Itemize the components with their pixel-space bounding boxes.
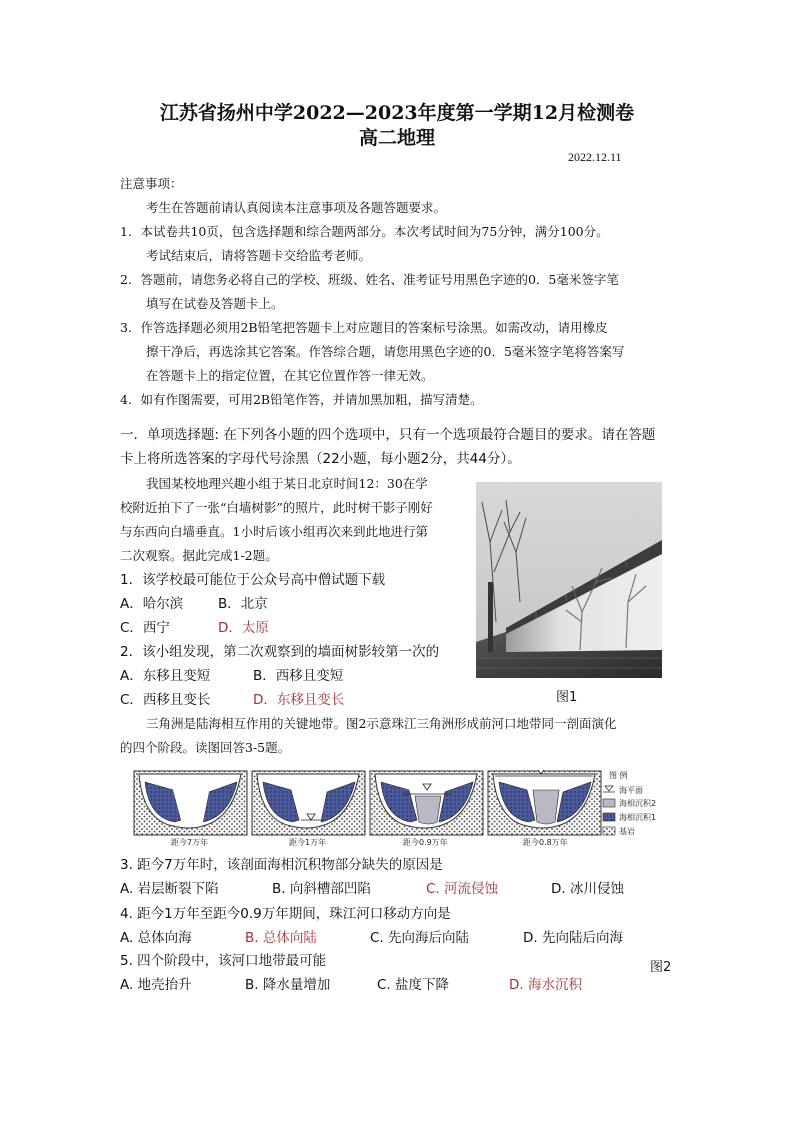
section-heading-line1: 一．单项选择题: 在下列各小题的四个选项中，只有一个选项最符合题目的要求。请在答题 bbox=[120, 427, 656, 443]
section-heading-line2: 卡上将所选答案的字母代号涂黑（22小题，每小题2分，共44分）。 bbox=[120, 451, 521, 467]
notice-item-3-cont2: 在答题卡上的指定位置，在其它位置作答一律无效。 bbox=[146, 368, 434, 383]
notice-item-3: 3．作答选择题必须用2B铅笔把答题卡上对应题目的答案标号涂黑。如需改动，请用橡皮 bbox=[120, 320, 608, 335]
notice-intro: 考生在答题前请认真阅读本注意事项及各题答题要求。 bbox=[146, 200, 447, 215]
legend-bedrock: 基岩 bbox=[619, 827, 635, 836]
exam-date: 2022.12.11 bbox=[568, 150, 622, 164]
panel-2 bbox=[252, 771, 365, 835]
context-2-line2: 的四个阶段。读图回答3-5题。 bbox=[120, 740, 291, 755]
q3-option-d: D. 冰川侵蚀 bbox=[551, 881, 624, 897]
figure-2-diagram bbox=[133, 770, 673, 852]
q3-option-c: C. 河流侵蚀 bbox=[426, 881, 499, 897]
exam-subtitle: 高二地理 bbox=[358, 127, 435, 149]
notice-item-1-cont: 考试结束后，请将答题卡交给监考老师。 bbox=[146, 248, 372, 263]
panel-4 bbox=[488, 770, 601, 835]
notice-item-4: 4．如有作图需要，可用2B铅笔作答，并请加黑加粗，描写清楚。 bbox=[120, 392, 483, 407]
figure-2-caption: 图2 bbox=[650, 960, 672, 975]
q2-option-c: C．西移且变长 bbox=[120, 692, 211, 708]
q2-option-a: A．东移且变短 bbox=[120, 668, 211, 684]
context-1-line1: 我国某校地理兴趣小组于某日北京时间12：30在学 bbox=[146, 476, 428, 491]
q5-stem: 5. 四个阶段中，该河口地带最可能 bbox=[120, 953, 327, 969]
panel-4-label: 距今0.8万年 bbox=[523, 838, 568, 847]
q4-option-c: C. 先向海后向陆 bbox=[370, 930, 470, 946]
q5-option-a: A. 地壳抬升 bbox=[120, 977, 192, 993]
exam-title: 江苏省扬州中学2022—2023年度第一学期12月检测卷 bbox=[159, 102, 635, 124]
q2-stem: 2．该小组发现，第二次观察到的墙面树影较第一次的 bbox=[120, 644, 440, 660]
notice-heading: 注意事项： bbox=[120, 176, 183, 191]
q5-option-b: B. 降水量增加 bbox=[245, 977, 331, 993]
context-1-line3: 与东西向白墙垂直。1小时后该小组再次来到此地进行第 bbox=[120, 524, 428, 539]
legend-sediment-2: 海相沉积2 bbox=[619, 799, 657, 808]
legend-title: 图 例 bbox=[609, 771, 628, 780]
panel-1-label: 距今7万年 bbox=[171, 838, 209, 847]
context-1-line4: 二次观察。据此完成1-2题。 bbox=[120, 548, 278, 563]
q3-option-b: B. 向斜槽部凹陷 bbox=[272, 881, 371, 897]
notice-item-2: 2．答题前，请您务必将自己的学校、班级、姓名、准考证号用黑色字迹的0．5毫米签字笔 bbox=[120, 272, 619, 287]
q1-option-b: B．北京 bbox=[218, 596, 268, 612]
q5-option-d: D. 海水沉积 bbox=[509, 977, 582, 993]
q2-option-b: B．西移且变短 bbox=[253, 668, 344, 684]
panel-2-label: 距今1万年 bbox=[289, 838, 327, 847]
legend-sediment-1: 海相沉积1 bbox=[619, 813, 657, 822]
panel-3-label: 距今0.9万年 bbox=[403, 838, 448, 847]
q1-option-a: A．哈尔滨 bbox=[120, 596, 184, 612]
legend bbox=[603, 770, 656, 836]
notice-item-2-cont: 填写在试卷及答题卡上。 bbox=[146, 296, 284, 311]
q5-option-c: C. 盐度下降 bbox=[377, 977, 450, 993]
q4-option-d: D. 先向陆后向海 bbox=[523, 930, 623, 946]
q3-option-a: A. 岩层断裂下陷 bbox=[120, 881, 219, 897]
legend-sea-level: 海平面 bbox=[619, 786, 643, 795]
q1-stem: 1．该学校最可能位于公众号高中僧试题下载 bbox=[120, 572, 386, 588]
notice-item-1: 1．本试卷共10页，包含选择题和综合题两部分。本次考试时间为75分钟，满分100分。 bbox=[120, 224, 609, 239]
q4-option-b: B. 总体向陆 bbox=[245, 930, 317, 946]
notice-item-3-cont: 擦干净后，再选涂其它答案。作答综合题，请您用黑色字迹的0．5毫米签字笔将答案写 bbox=[146, 344, 625, 359]
q1-option-d: D．太原 bbox=[218, 620, 269, 636]
context-1-line2: 校附近拍下了一张“白墙树影”的照片，此时树干影子刚好 bbox=[120, 500, 433, 515]
panel-3 bbox=[370, 771, 483, 835]
figure-1-photo bbox=[476, 482, 662, 678]
panel-1 bbox=[134, 771, 247, 835]
wall-tree-shadow-image bbox=[476, 482, 662, 678]
q4-stem: 4. 距今1万年至距今0.9万年期间，珠江河口移动方向是 bbox=[120, 906, 451, 922]
q3-stem: 3. 距今7万年时，该剖面海相沉积物部分缺失的原因是 bbox=[120, 857, 443, 873]
q4-option-a: A. 总体向海 bbox=[120, 930, 192, 946]
figure-1-caption: 图1 bbox=[556, 690, 578, 705]
context-2-line1: 三角洲是陆海相互作用的关键地带。图2示意珠江三角洲形成前河口地带同一剖面演化 bbox=[146, 716, 617, 731]
q1-option-c: C．西宁 bbox=[120, 620, 170, 636]
q2-option-d: D．东移且变长 bbox=[253, 692, 345, 708]
